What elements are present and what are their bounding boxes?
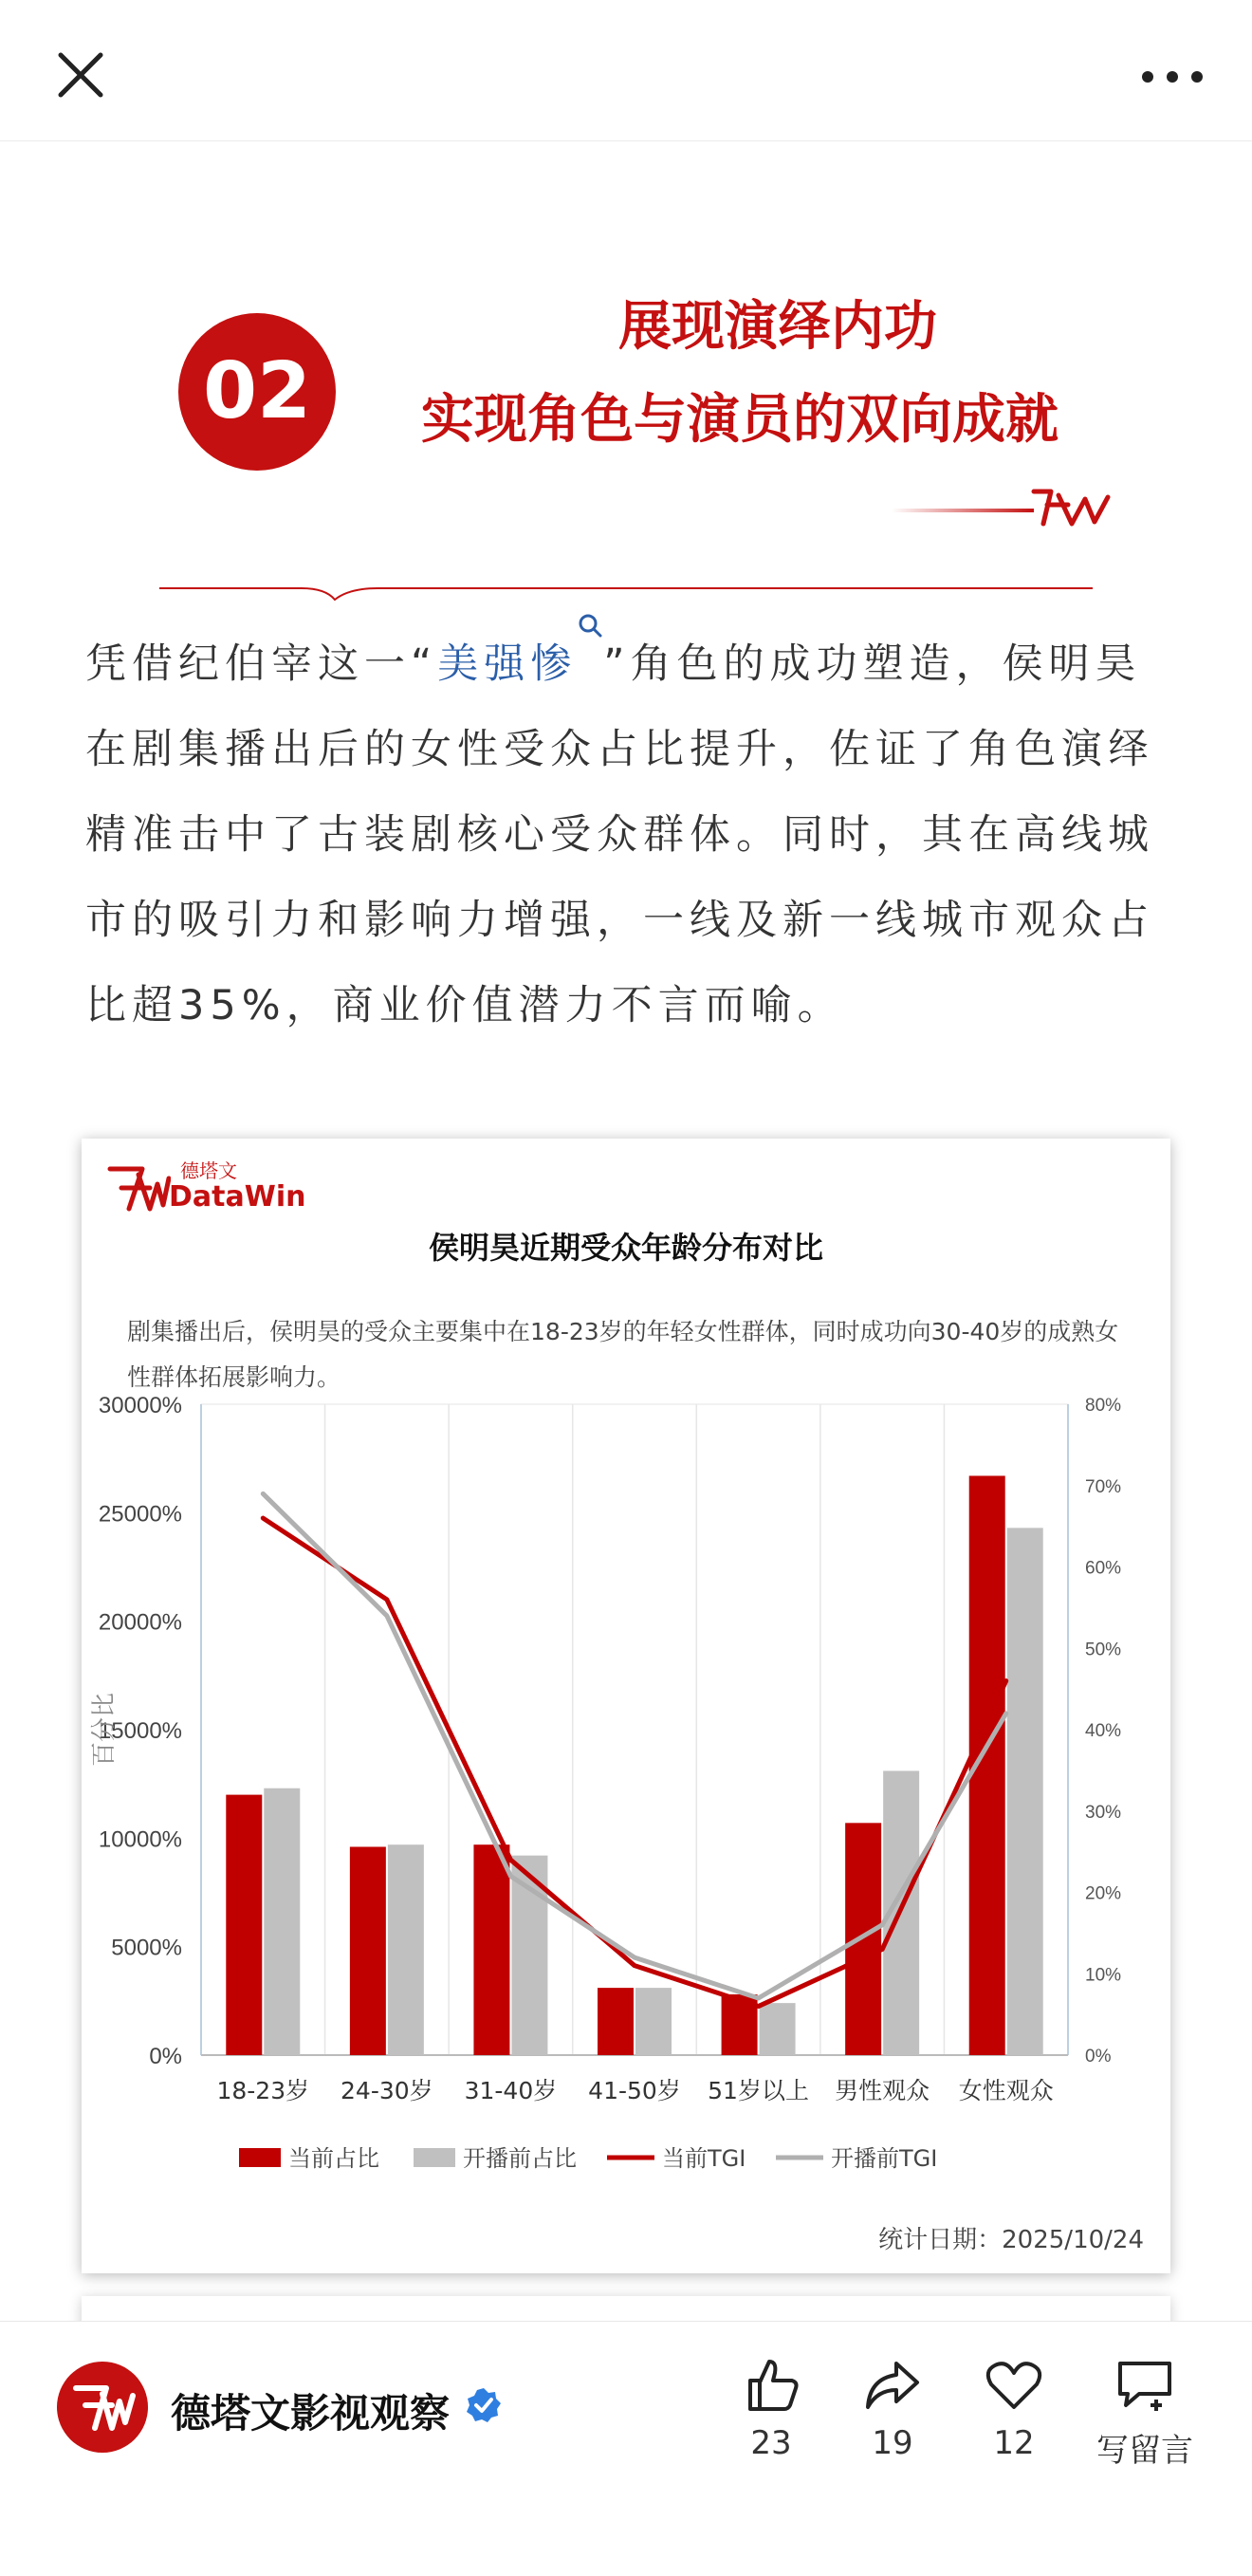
y2-tick-label: 40% — [1085, 1721, 1122, 1741]
y2-tick-label: 80% — [1085, 1396, 1122, 1416]
more-button[interactable] — [1134, 53, 1210, 101]
brand-name-en: DataWin — [169, 1180, 306, 1214]
legend-label: 开播前占比 — [463, 2145, 577, 2172]
y2-tick-label: 60% — [1085, 1558, 1122, 1579]
bar-before — [760, 2003, 796, 2055]
account-name[interactable]: 德塔文影视观察 — [171, 2390, 451, 2437]
bar-before — [635, 1988, 672, 2055]
legend-swatch — [414, 2148, 455, 2167]
datawin-mark-icon — [892, 474, 1119, 541]
close-button[interactable] — [47, 42, 114, 108]
datawin-avatar-icon — [57, 2362, 148, 2453]
bar-current — [473, 1844, 509, 2055]
chart-subtitle: 剧集播出后，侯明昊的受众主要集中在18-23岁的年轻女性群体，同时成功向30-40岁的成熟女性群体拓展影响力。 — [127, 1318, 1119, 1391]
bar-current — [350, 1846, 386, 2055]
paragraph-text-start: 凭借纪伯宰这一“ — [85, 640, 438, 688]
comment-label: 写留言 — [1096, 2432, 1193, 2470]
x-tick-label: 男性观众 — [835, 2077, 930, 2104]
x-tick-label: 24-30岁 — [341, 2077, 433, 2104]
section-number: 02 — [202, 346, 312, 436]
y2-tick-label: 50% — [1085, 1640, 1122, 1660]
bar-before — [388, 1844, 424, 2055]
bar-current — [598, 1988, 634, 2055]
divider — [159, 579, 1093, 607]
x-tick-label: 女性观众 — [958, 2077, 1054, 2104]
y-tick-label: 5000% — [111, 1935, 182, 1961]
chart-card — [82, 1139, 1170, 2273]
favorite-button[interactable] — [962, 2356, 1066, 2462]
brand-name-cn: 德塔文 — [180, 1159, 237, 1182]
like-button[interactable] — [719, 2356, 823, 2462]
datawin-logo-icon — [104, 1161, 171, 1218]
keyword-link[interactable] — [437, 640, 603, 688]
heart-icon — [984, 2356, 1044, 2413]
legend-label: 当前占比 — [288, 2145, 379, 2172]
section-title-line2: 实现角色与演员的双向成就 — [421, 389, 1059, 451]
avatar[interactable] — [57, 2362, 148, 2453]
comment-icon — [1114, 2356, 1175, 2413]
bar-current — [226, 1795, 262, 2055]
y2-tick-label: 10% — [1085, 1965, 1122, 1986]
verified-badge-icon — [465, 2386, 503, 2424]
y-tick-label: 30000% — [98, 1393, 182, 1418]
y2-tick-label: 70% — [1085, 1476, 1122, 1497]
favorite-count: 12 — [993, 2424, 1035, 2462]
article-paragraph — [85, 621, 1176, 1048]
bottom-bar — [0, 2321, 1252, 2576]
x-tick-label: 41-50岁 — [588, 2077, 681, 2104]
stat-date: 统计日期：2025/10/24 — [878, 2226, 1144, 2254]
share-count: 19 — [872, 2424, 913, 2462]
y2-tick-label: 0% — [1085, 2047, 1112, 2066]
y2-tick-label: 20% — [1085, 1883, 1122, 1904]
paragraph-text-end: ”角色的成功塑造，侯明昊在剧集播出后的女性受众占比提升，佐证了角色演绎精准击中了古装剧核心受众群体。同时，其在高线城市的吸引力和影响力增强，一线及新一线城市观众占比超35%，商业价值潜力不言而喻。 — [85, 640, 1154, 1029]
keyword-link-label: 美强惨 — [437, 640, 578, 688]
like-count: 23 — [750, 2424, 792, 2462]
search-icon — [577, 612, 603, 640]
chart-title: 侯明昊近期受众年龄分布对比 — [428, 1230, 823, 1266]
legend-label: 当前TGI — [662, 2145, 746, 2172]
close-icon — [47, 42, 114, 108]
legend-label: 开播前TGI — [831, 2145, 938, 2172]
x-tick-label: 18-23岁 — [216, 2077, 310, 2104]
legend-swatch — [239, 2148, 281, 2167]
y2-tick-label: 30% — [1085, 1802, 1122, 1823]
top-bar — [0, 0, 1252, 141]
comment-button[interactable] — [1083, 2356, 1206, 2471]
y-tick-label: 0% — [149, 2044, 182, 2069]
y-tick-label: 15000% — [98, 1718, 182, 1744]
bar-before — [1007, 1528, 1043, 2055]
section-title-line1: 展现演绎内功 — [618, 296, 937, 358]
x-tick-label: 51岁以上 — [708, 2077, 809, 2104]
bar-before — [264, 1788, 300, 2055]
share-button[interactable] — [840, 2356, 945, 2462]
y-tick-label: 10000% — [98, 1826, 182, 1853]
y-axis-label: 百分比 — [90, 1692, 119, 1768]
bar-current — [845, 1823, 881, 2055]
thumb-up-icon — [741, 2356, 801, 2413]
more-dots-icon — [1134, 53, 1210, 101]
y-tick-label: 25000% — [98, 1501, 182, 1528]
x-tick-label: 31-40岁 — [464, 2077, 558, 2104]
share-icon — [862, 2356, 923, 2413]
y-tick-label: 20000% — [98, 1609, 182, 1636]
